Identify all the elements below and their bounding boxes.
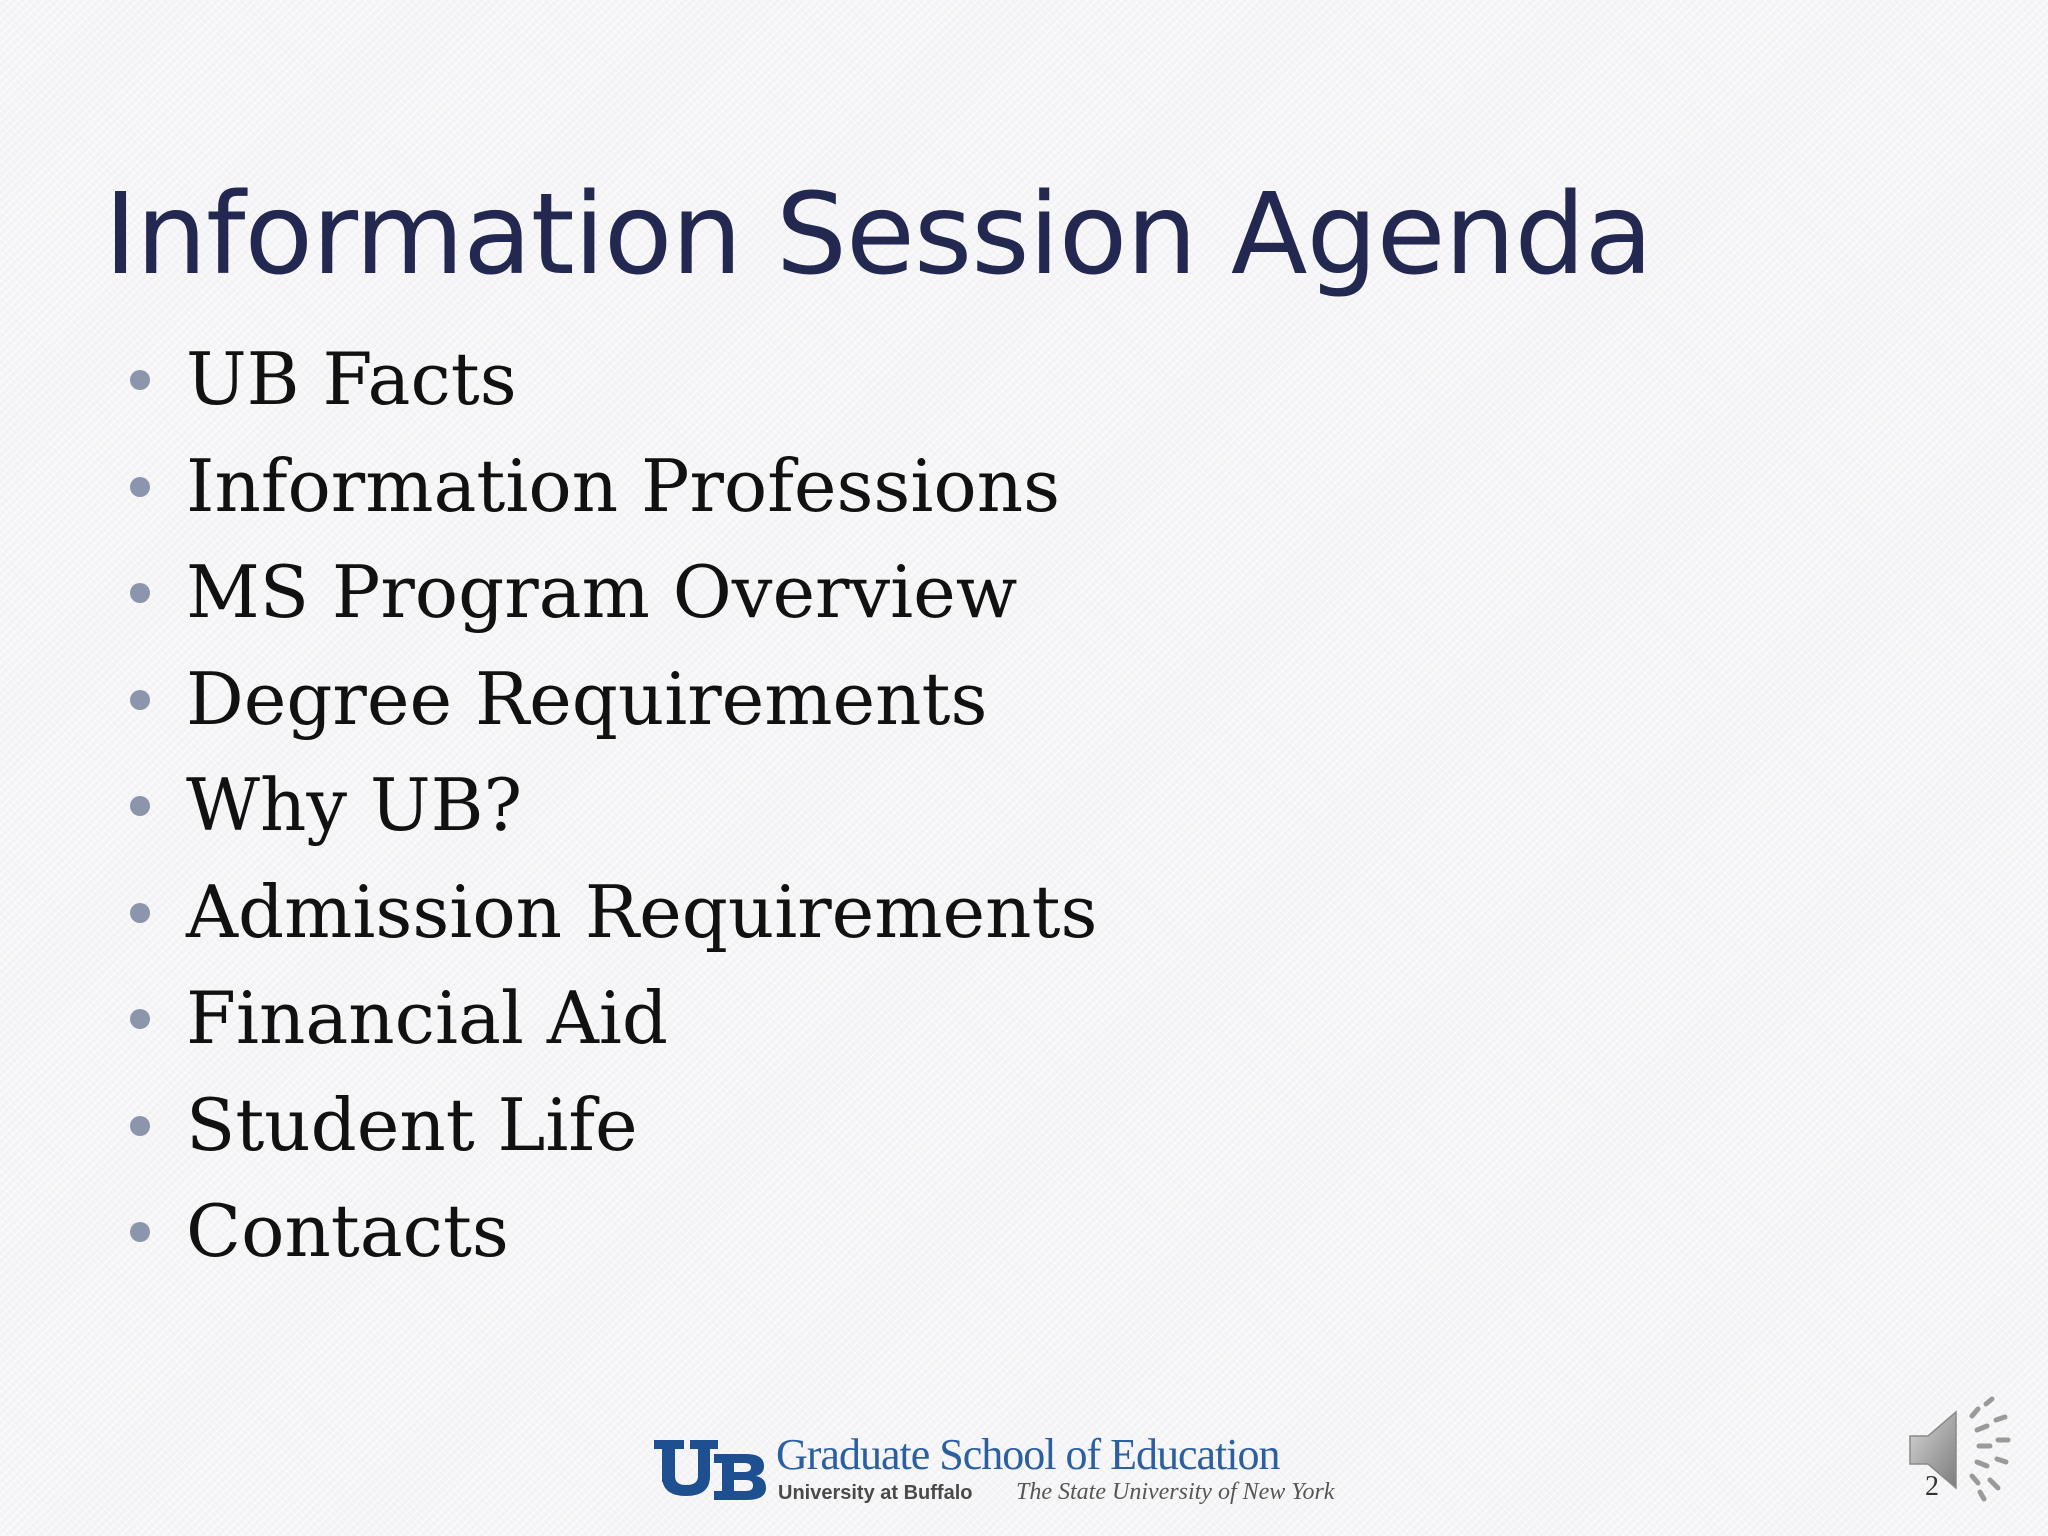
bullet-icon <box>130 583 150 603</box>
logo-university: University at Buffalo <box>778 1482 973 1504</box>
slide-title: Information Session Agenda <box>104 170 1653 300</box>
logo-tagline: The State University of New York <box>1016 1479 1335 1505</box>
agenda-item <box>126 1178 1097 1285</box>
agenda-item-label: Why UB? <box>186 763 523 847</box>
bullet-icon <box>130 477 150 497</box>
agenda-item <box>126 1072 1097 1179</box>
bullet-icon <box>130 903 150 923</box>
bullet-icon <box>130 796 150 816</box>
speaker-icon[interactable] <box>1906 1396 2016 1506</box>
page-number: 2 <box>1925 1471 1939 1502</box>
agenda-item-label: MS Program Overview <box>186 550 1018 634</box>
agenda-item-label: Admission Requirements <box>186 869 1098 954</box>
bullet-icon <box>130 1222 150 1242</box>
bullet-icon <box>130 690 150 710</box>
logo-title: Graduate School of Education <box>776 1430 1280 1479</box>
agenda-item <box>126 752 1097 859</box>
agenda-item <box>126 326 1097 433</box>
agenda-item-label: Student Life <box>186 1082 638 1167</box>
agenda-list <box>126 326 1097 1285</box>
agenda-item <box>126 539 1097 646</box>
bullet-icon <box>130 370 150 390</box>
agenda-item-label: Contacts <box>186 1189 509 1273</box>
agenda-item <box>126 965 1097 1072</box>
agenda-item <box>126 859 1097 966</box>
agenda-item-label: UB Facts <box>186 337 517 421</box>
bullet-icon <box>130 1116 150 1136</box>
ub-logo-icon <box>654 1438 766 1502</box>
agenda-item-label: Degree Requirements <box>186 656 988 741</box>
agenda-item <box>126 646 1097 753</box>
agenda-item-label: Financial Aid <box>186 976 668 1060</box>
agenda-item <box>126 433 1097 540</box>
bullet-icon <box>130 1009 150 1029</box>
footer-logo <box>654 1430 1335 1510</box>
agenda-item-label: Information Professions <box>186 443 1061 528</box>
